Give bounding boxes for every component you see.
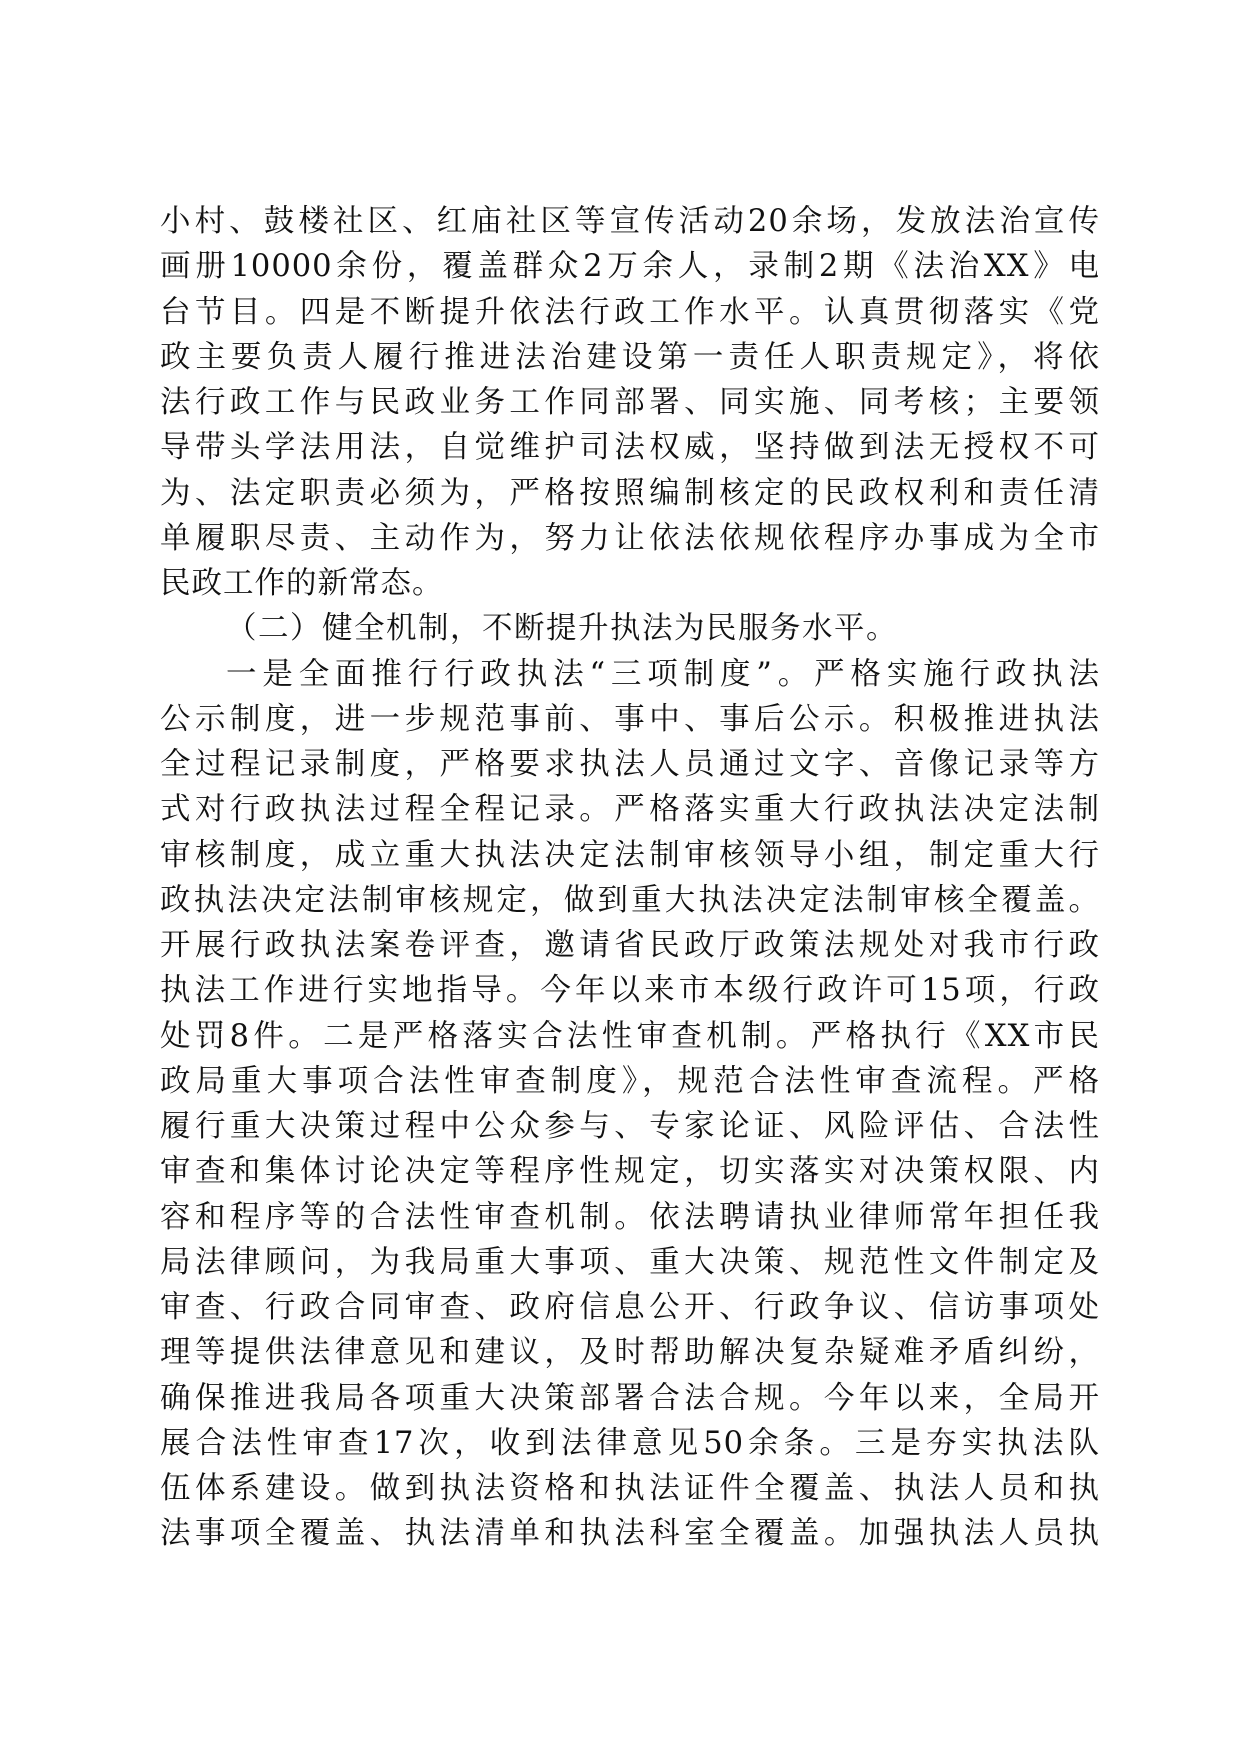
text-line: 审查和集体讨论决定等程序性规定，切实落实对决策权限、内	[160, 1154, 1100, 1190]
text-line: 局法律顾问，为我局重大事项、重大决策、规范性文件制定及	[160, 1244, 1100, 1280]
text-line: 式对行政执法过程全程记录。严格落实重大行政执法决定法制	[160, 792, 1100, 828]
text-line: 开展行政执法案卷评查，邀请省民政厅政策法规处对我市行政	[160, 928, 1100, 963]
text-line: 为、法定职责必须为，严格按照编制核定的民政权利和责任清	[160, 475, 1100, 511]
text-line: 小村、鼓楼社区、红庙社区等宣传活动20余场，发放法治宣传	[160, 204, 1100, 239]
text-line: 全过程记录制度，严格要求执法人员通过文字、音像记录等方	[160, 747, 1100, 782]
text-line: 审查、行政合同审查、政府信息公开、行政争议、信访事项处	[160, 1290, 1100, 1325]
text-line: 展合法性审查17次，收到法律意见50余条。三是夯实执法队	[160, 1425, 1100, 1461]
body-text	[160, 199, 1100, 1557]
text-line: 审核制度，成立重大执法决定法制审核领导小组，制定重大行	[160, 837, 1100, 873]
text-line: 单履职尽责、主动作为，努力让依法依规依程序办事成为全市	[160, 520, 1100, 556]
text-line: 台节目。四是不断提升依法行政工作水平。认真贯彻落实《党	[160, 294, 1100, 330]
section-heading: （二）健全机制，不断提升执法为民服务水平。	[226, 611, 898, 647]
text-line: 民政工作的新常态。	[160, 566, 444, 601]
text-line: 理等提供法律意见和建议，及时帮助解决复杂疑难矛盾纠纷，	[160, 1335, 1100, 1371]
text-line: 执法工作进行实地指导。今年以来市本级行政许可15项，行政	[160, 973, 1100, 1009]
text-line: 导带头学法用法，自觉维护司法权威，坚持做到法无授权不可	[160, 430, 1100, 466]
text-line: 一是全面推行行政执法“三项制度”。严格实施行政执法	[226, 656, 1100, 692]
text-line: 画册10000余份，覆盖群众2万余人，录制2期《法治XX》电	[160, 249, 1100, 285]
text-line: 履行重大决策过程中公众参与、专家论证、风险评估、合法性	[160, 1109, 1100, 1144]
text-line: 确保推进我局各项重大决策部署合法合规。今年以来，全局开	[160, 1380, 1100, 1416]
text-line: 政执法决定法制审核规定，做到重大执法决定法制审核全覆盖。	[160, 882, 1100, 918]
text-line: 政主要负责人履行推进法治建设第一责任人职责规定》，将依	[160, 339, 1100, 375]
text-line: 政局重大事项合法性审查制度》，规范合法性审查流程。严格	[160, 1063, 1100, 1099]
text-line: 处罚8件。二是严格落实合法性审查机制。严格执行《XX市民	[160, 1018, 1100, 1054]
text-line: 公示制度，进一步规范事前、事中、事后公示。积极推进执法	[160, 701, 1100, 737]
text-line: 法事项全覆盖、执法清单和执法科室全覆盖。加强执法人员执	[160, 1516, 1100, 1552]
text-line: 伍体系建设。做到执法资格和执法证件全覆盖、执法人员和执	[160, 1471, 1100, 1506]
text-line: 法行政工作与民政业务工作同部署、同实施、同考核；主要领	[160, 385, 1100, 420]
text-line: 容和程序等的合法性审查机制。依法聘请执业律师常年担任我	[160, 1199, 1100, 1235]
